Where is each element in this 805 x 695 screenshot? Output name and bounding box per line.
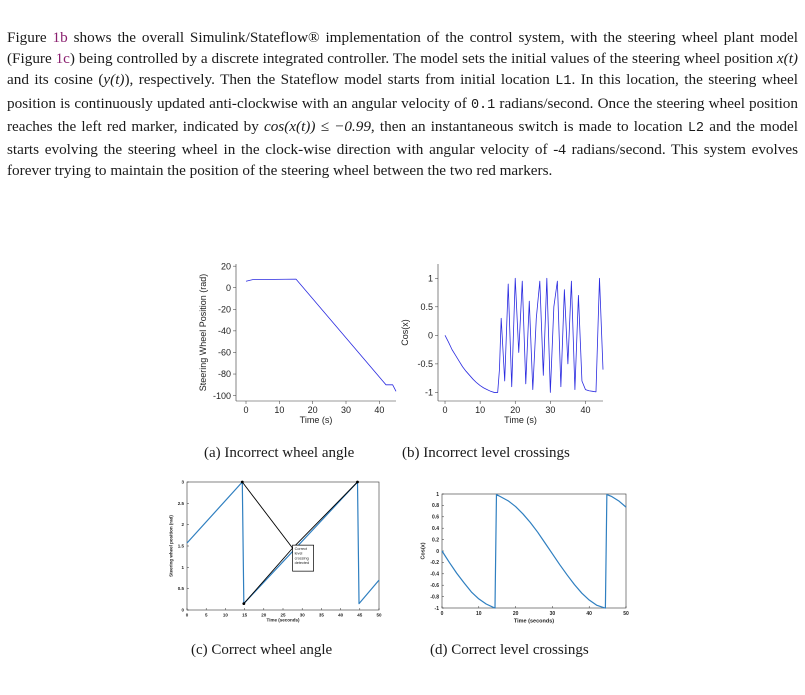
- y-tick-label: -1: [424, 387, 433, 398]
- annotation-text: [295, 547, 310, 565]
- paragraph-text: , then an instantaneous switch is made to location: [370, 117, 688, 135]
- arrow-head: [242, 602, 245, 605]
- location-l1: L1: [555, 74, 572, 90]
- annotation-line: Correct: [294, 547, 308, 552]
- y-tick-label: 0.5: [177, 586, 184, 592]
- annotation-arrow: [293, 482, 358, 548]
- y-tick-label: 1: [427, 273, 433, 284]
- series-line: [187, 482, 379, 604]
- x-tick-label: 10: [475, 405, 486, 415]
- y-tick-label: -20: [217, 304, 231, 315]
- caption-b: (b) Incorrect level crossings: [402, 445, 570, 461]
- paragraph-text: ), respectively. Then the Stateflow model starts from initial location: [124, 71, 556, 89]
- x-tick-label: 0: [185, 612, 189, 618]
- y-tick-label: 0.2: [432, 537, 439, 544]
- y-tick-label: -0.2: [430, 560, 439, 567]
- paragraph-text: ) being controlled by a discrete integrated controller. The model sets the initial values of the steering wheel position: [69, 50, 777, 68]
- x-axis-label: Time (s): [299, 415, 333, 425]
- y-tick-label: 1: [181, 564, 184, 570]
- paragraph-text: and its cosine (: [7, 71, 104, 89]
- velocity-value: 0.1: [470, 97, 496, 113]
- x-tick-label: 0: [442, 405, 448, 415]
- series-line: [246, 279, 396, 391]
- arrow-head: [356, 481, 359, 484]
- x-tick-label: 10: [222, 612, 228, 618]
- location-l2: L2: [687, 120, 705, 136]
- chart-incorrect-wheel-angle: [198, 258, 403, 433]
- paragraph-text: . In this location, the steering wheel position is continuously updated anti-clockwise with an angular velocity of: [7, 71, 798, 112]
- x-tick-label: 35: [318, 612, 324, 618]
- paragraph-text: radians/second. Once the steering wheel position reaches the left red marker, indicated by: [7, 94, 798, 135]
- annotation-line: detected: [294, 560, 310, 565]
- y-tick-label: 0.5: [420, 301, 433, 312]
- y-tick-label: 1.5: [177, 543, 184, 549]
- y-axis-label: Cos(x): [420, 542, 427, 560]
- y-tick-label: 0.6: [432, 514, 439, 521]
- y-tick-label: -0.6: [430, 582, 439, 589]
- y-tick-label: 20: [220, 261, 231, 272]
- chart-incorrect-level-crossings: [400, 258, 608, 433]
- x-tick-label: 30: [299, 612, 305, 618]
- x-tick-label: 20: [512, 611, 519, 617]
- y-tick-label: -40: [217, 326, 231, 337]
- x-axis-label: Time (seconds): [513, 618, 555, 625]
- y-tick-label: -0.4: [430, 571, 439, 578]
- y-tick-label: 2.5: [177, 500, 184, 506]
- y-tick-label: 0: [181, 607, 184, 613]
- x-tick-label: 30: [545, 405, 556, 415]
- math-y-t: y(t): [103, 71, 125, 89]
- y-tick-label: 2: [181, 522, 184, 528]
- y-axis-label: Cos(x): [400, 319, 410, 346]
- x-tick-label: 10: [274, 405, 285, 415]
- math-condition: cos(x(t)) ≤ −0.99: [263, 117, 371, 135]
- y-tick-label: 0: [436, 548, 439, 555]
- x-tick-label: 40: [580, 405, 591, 415]
- plot-frame: [442, 494, 626, 608]
- x-tick-label: 50: [376, 612, 382, 618]
- x-tick-label: 25: [280, 612, 286, 618]
- x-tick-label: 10: [476, 611, 482, 617]
- figure-ref-1c[interactable]: 1c: [55, 50, 70, 68]
- y-tick-label: -60: [217, 347, 231, 358]
- x-axis-label: Time (s): [504, 415, 537, 425]
- annotation-arrow: [244, 548, 293, 603]
- x-tick-label: 20: [510, 405, 521, 415]
- body-paragraph: [7, 27, 798, 181]
- y-tick-label: -0.5: [417, 359, 433, 370]
- series-line: [445, 278, 603, 392]
- y-tick-label: 0: [427, 330, 433, 341]
- y-tick-label: -1: [434, 605, 439, 612]
- y-tick-label: 0.8: [432, 503, 439, 510]
- y-tick-label: 3: [181, 479, 184, 485]
- x-tick-label: 40: [374, 405, 385, 415]
- chart-correct-level-crossings: [418, 486, 640, 626]
- annotation-line: level: [294, 551, 303, 556]
- paragraph-text: shows the overall Simulink/Stateflow® implementation of the control system, with the steering wheel plant model (Figure: [7, 29, 798, 68]
- x-tick-label: 20: [261, 612, 267, 618]
- x-tick-label: 5: [204, 612, 208, 618]
- series-line: [442, 495, 626, 608]
- x-tick-label: 40: [586, 611, 592, 617]
- y-tick-label: 0.4: [432, 525, 439, 532]
- y-axis-label: Steering Wheel Position (rad): [198, 273, 208, 392]
- y-tick-label: -100: [212, 390, 231, 401]
- y-tick-label: -80: [217, 369, 231, 380]
- paragraph-text: Figure: [7, 29, 53, 46]
- x-tick-label: 50: [623, 611, 629, 617]
- y-axis-label: Steering wheel position (rad): [168, 515, 174, 577]
- paragraph-text: and the model starts evolving the steering wheel in the clock-wise direction with angular velocity of -4 radians/second. This system evolves forever trying to maintain the position of the steering wheel between the two red markers.: [7, 117, 798, 180]
- annotation-arrow: [242, 482, 292, 548]
- x-tick-label: 15: [242, 612, 248, 618]
- arrow-head: [241, 481, 244, 484]
- x-tick-label: 40: [338, 612, 344, 618]
- chart-correct-wheel-angle: [160, 474, 390, 623]
- y-tick-label: -0.8: [430, 594, 439, 601]
- x-tick-label: 0: [243, 405, 249, 415]
- caption-d: (d) Correct level crossings: [430, 642, 589, 658]
- x-tick-label: 30: [340, 405, 352, 415]
- annotation-line: crossing: [294, 556, 309, 561]
- x-axis-label: Time (seconds): [266, 617, 300, 623]
- caption-a: (a) Incorrect wheel angle: [204, 445, 355, 461]
- caption-c: (c) Correct wheel angle: [191, 642, 333, 658]
- x-tick-label: 0: [440, 611, 444, 617]
- y-tick-label: 1: [436, 491, 439, 498]
- figure-ref-1b[interactable]: 1b: [52, 29, 68, 46]
- x-tick-label: 20: [307, 405, 318, 415]
- math-x-t: x(t): [776, 50, 798, 68]
- plot-frame: [187, 482, 379, 610]
- x-tick-label: 45: [357, 612, 363, 618]
- x-tick-label: 30: [549, 611, 556, 617]
- y-tick-label: 0: [225, 282, 231, 293]
